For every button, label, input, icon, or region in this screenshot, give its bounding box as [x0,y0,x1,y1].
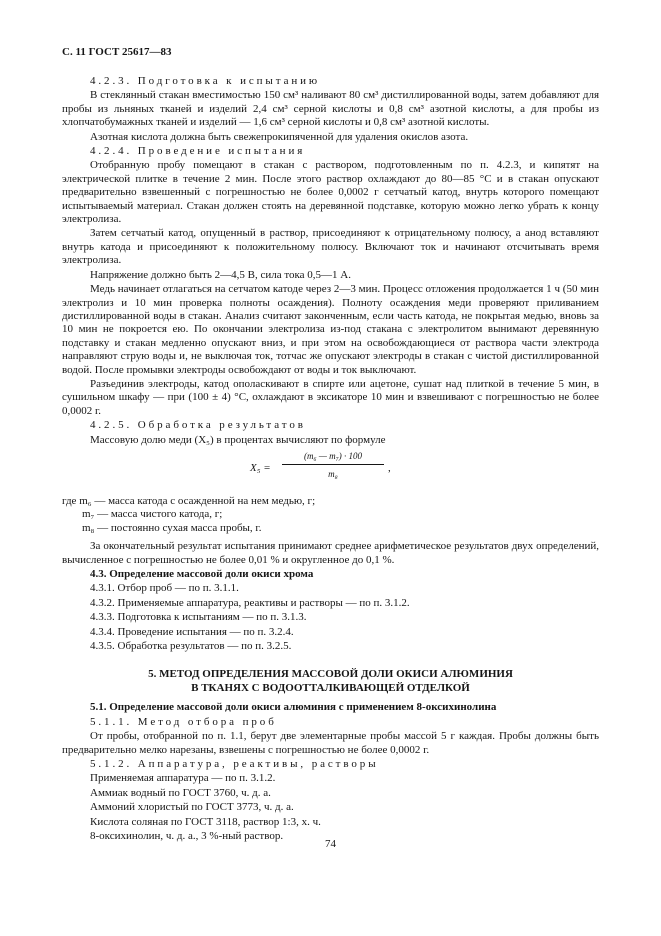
section-4-3-item: 4.3.1. Отбор проб — по п. 3.1.1. [90,582,239,595]
section-4-2-3-paragraph-1: В стеклянный стакан вместимостью 150 см³ наливают 80 см³ дистиллированной воды, затем добавляют для пробы из льняных тканей и изделий 2,4 см³ серной кислоты и 0,8 см³ азотной кислоты, а для пробы из хлопчатобумажных тканей и изделий — 1,6 см³ серной кислоты и 0,8 см³ азотной кислоты. [62,89,599,129]
section-4-3-item: 4.3.4. Проведение испытания — по п. 3.2.4. [90,625,294,638]
section-5-1-2-item: 8-оксихинолин, ч. д. а., 3 %-ный раствор. [90,830,284,843]
section-4-2-4-paragraph-5: Разъединив электроды, катод ополаскивают в спирте или ацетоне, сушат над плиткой в течение 5 мин, в сушильном шкафу — при (100 ± 4) °С, охлаждают в эксикаторе 10 мин и взвешивают с погрешностью не более 0,0002 г. [62,377,599,417]
copper-fraction-formula [62,449,599,489]
section-4-2-4-paragraph-3: Напряжение должно быть 2—4,5 В, сила тока 0,5—1 А. [90,268,352,281]
legend-m6: где m₆ — масса катода с осажденной на нем медью, г; [62,494,316,507]
fraction-bar [282,464,384,465]
formula-denominator: m₈ [328,468,338,479]
section-5-title [62,667,599,695]
section-5-1-2-item: Аммоний хлористый по ГОСТ 3773, ч. д. а. [90,801,294,814]
section-4-2-4-paragraph-4: Медь начинает отлагаться на сетчатом катоде через 2—3 мин. Процесс отложения продолжается 1 ч (50 мин электролиз и 10 мин проверка полноты осаждения). Полноту осаждения меди проверяют приливанием дистиллированной воды в стакан. Анализ считают законченным, если часть катода, не покрытая медью, вновь за 10 мин не покроется ею. По окончании электролиза из-под стакана с электролитом вынимают деревянную подставку и стакан медленно опускают вниз, и при этом на освобождающиеся от раствора части электрода направляют струю воды и, не выключая ток, тотчас же опускают электроды в стакан с чистой дистиллированной водой. После промывки электроды освобождают от воды и ток выключают. [62,283,599,376]
section-4-3-item: 4.3.5. Обработка результатов — по п. 3.2.5. [90,640,292,653]
section-5-1-heading: 5.1. Определение массовой доли окиси алюминия с применением 8-оксихинолина [90,701,497,714]
section-5-1-1-paragraph-1: От пробы, отобранной по п. 1.1, берут две элементарные пробы массой 5 г каждая. Пробы должны быть предварительно мелко нарезаны, взвешены с погрешностью не более 0,0002 г. [62,730,599,756]
formula-legend [62,495,599,535]
section-4-3-item: 4.3.3. Подготовка к испытаниям — по п. 3.1.3. [90,611,307,624]
section-4-3-heading: 4.3. Определение массовой доли окиси хрома [90,568,314,580]
formula-lhs: X₅ = [250,461,271,474]
section-5-1-2-heading: 5.1.2. Аппаратура, реактивы, растворы [90,758,379,771]
section-5-1-2-item: Аммиак водный по ГОСТ 3760, ч. д. а. [90,786,271,799]
section-5-1-1-heading: 5.1.1. Метод отбора проб [90,715,277,728]
formula-numerator: (m₆ — m₇) · 100 [303,450,362,461]
section-4-3-item: 4.3.2. Применяемые аппаратура, реактивы и растворы — по п. 3.1.2. [90,596,410,609]
section-5-title-line-2: В ТКАНЯХ С ВОДООТТАЛКИВАЮЩЕЙ ОТДЕЛКОЙ [191,682,470,695]
section-4-2-5-heading: 4.2.5. Обработка результатов [90,419,306,432]
page-number: 74 [325,838,336,850]
formula-fraction [282,449,384,481]
section-5-1-2-item: Кислота соляная по ГОСТ 3118, раствор 1:3, х. ч. [90,815,321,828]
document-body [62,75,599,845]
section-4-2-3-paragraph-2: Азотная кислота должна быть свежепрокипяченной для удаления окислов азота. [90,130,469,143]
section-4-2-4-heading: 4.2.4. Проведение испытания [90,145,306,158]
section-4-2-5-paragraph-1: Массовую долю меди (X₅) в процентах вычисляют по формуле [90,433,386,446]
section-5-title-line-1: 5. МЕТОД ОПРЕДЕЛЕНИЯ МАССОВОЙ ДОЛИ ОКИСИ АЛЮМИНИЯ [148,668,513,681]
page-header: С. 11 ГОСТ 25617—83 [62,46,172,58]
section-4-2-4-paragraph-1: Отобранную пробу помещают в стакан с раствором, подготовленным по п. 4.2.3, и кипятят на электрической плитке в течение 2 мин. После этого раствор охлаждают до 80—85 °С и в стакан опускают предварительно взвешенный с погрешностью не более 0,0002 г сетчатый катод, внутрь которого помещают испытываемый материал. Стакан должен стоять на деревянной подставке, которую можно легко убрать к концу электролиза. [62,159,599,226]
formula-tail: , [388,461,391,474]
section-4-2-4-paragraph-2: Затем сетчатый катод, опущенный в раствор, присоединяют к отрицательному полюсу, а анод вставляют внутрь катода и присоединяют к положительному полюсу. Включают ток и начинают отсчитывать время электролиза. [62,227,599,267]
section-4-2-5-paragraph-2: За окончательный результат испытания принимают среднее арифметическое результатов двух определений, вычисленное с погрешностью не более 0,01 % и округленное до 0,1 %. [62,540,599,566]
legend-m8: m₈ — постоянно сухая масса пробы, г. [82,521,262,534]
section-5-1-2-item: Применяемая аппаратура — по п. 3.1.2. [90,772,276,785]
section-4-2-3-heading: 4.2.3. Подготовка к испытанию [90,75,321,87]
legend-m7: m₇ — масса чистого катода, г; [82,508,223,521]
